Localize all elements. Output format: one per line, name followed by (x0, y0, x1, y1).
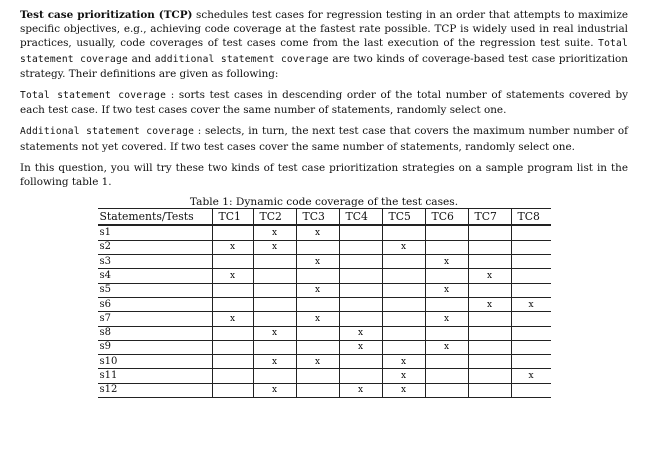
statement-cell: s11 (98, 369, 213, 383)
coverage-cell: x (425, 312, 468, 326)
coverage-cell: x (339, 340, 382, 354)
table-row (98, 297, 551, 311)
coverage-cell (468, 312, 511, 326)
coverage-cell: x (511, 369, 551, 383)
statement-cell: s2 (98, 240, 213, 254)
coverage-table (98, 208, 551, 398)
table-row (98, 355, 551, 369)
table-body (98, 225, 551, 397)
coverage-cell (468, 383, 511, 397)
coverage-cell (296, 240, 339, 254)
total-coverage-term: Total statement coverage (20, 38, 628, 65)
header-tc2: TC2 (253, 209, 296, 226)
coverage-cell (468, 340, 511, 354)
coverage-cell (425, 355, 468, 369)
table-row (98, 269, 551, 283)
coverage-cell (253, 369, 296, 383)
document-page (20, 8, 628, 398)
coverage-cell: x (382, 240, 425, 254)
coverage-cell: x (382, 383, 425, 397)
coverage-cell: x (339, 383, 382, 397)
coverage-cell: x (468, 269, 511, 283)
coverage-cell (296, 369, 339, 383)
coverage-cell (511, 255, 551, 269)
coverage-cell (511, 340, 551, 354)
coverage-cell (382, 283, 425, 297)
header-tc7: TC7 (468, 209, 511, 226)
additional-coverage-definition (20, 124, 628, 153)
coverage-cell (212, 225, 253, 240)
coverage-cell (511, 355, 551, 369)
table-row (98, 369, 551, 383)
header-tc5: TC5 (382, 209, 425, 226)
coverage-cell (339, 240, 382, 254)
header-tc4: TC4 (339, 209, 382, 226)
table-row (98, 283, 551, 297)
table-row (98, 326, 551, 340)
coverage-cell (253, 340, 296, 354)
coverage-cell (339, 297, 382, 311)
coverage-cell (212, 255, 253, 269)
coverage-cell: x (425, 283, 468, 297)
coverage-cell: x (339, 326, 382, 340)
coverage-cell (296, 340, 339, 354)
table-row (98, 255, 551, 269)
total-definition-text: : sorts test cases in descending order of the total number of statements covered by each test case. If two test cases cover the same number of statements, randomly select one. (20, 89, 628, 117)
coverage-cell: x (212, 240, 253, 254)
coverage-cell (339, 225, 382, 240)
table-row (98, 225, 551, 240)
coverage-cell (339, 255, 382, 269)
coverage-cell (468, 369, 511, 383)
coverage-cell: x (468, 297, 511, 311)
coverage-cell: x (296, 255, 339, 269)
coverage-cell (339, 355, 382, 369)
statement-cell: s9 (98, 340, 213, 354)
header-tc6: TC6 (425, 209, 468, 226)
coverage-cell (212, 297, 253, 311)
tcp-term: Test case prioritization (TCP) (20, 9, 193, 21)
coverage-cell (382, 297, 425, 311)
coverage-cell (339, 283, 382, 297)
table-row (98, 240, 551, 254)
coverage-cell: x (253, 355, 296, 369)
coverage-cell: x (212, 312, 253, 326)
coverage-cell (382, 269, 425, 283)
coverage-cell (468, 355, 511, 369)
coverage-cell (253, 283, 296, 297)
additional-coverage-term: additional statement coverage (154, 53, 329, 65)
table-header-row (98, 209, 551, 226)
total-coverage-definition (20, 88, 628, 117)
coverage-cell (382, 340, 425, 354)
statement-cell: s4 (98, 269, 213, 283)
statement-cell: s1 (98, 225, 213, 240)
intro-paragraph (20, 8, 628, 81)
table-caption: Table 1: Dynamic code coverage of the test cases. (189, 196, 459, 209)
table-row (98, 340, 551, 354)
coverage-cell: x (253, 240, 296, 254)
statement-cell: s7 (98, 312, 213, 326)
coverage-cell (382, 312, 425, 326)
coverage-cell (212, 383, 253, 397)
coverage-cell: x (296, 312, 339, 326)
coverage-cell (296, 326, 339, 340)
coverage-cell: x (511, 297, 551, 311)
coverage-cell (425, 269, 468, 283)
coverage-cell (511, 383, 551, 397)
coverage-cell (425, 369, 468, 383)
coverage-cell (339, 312, 382, 326)
table-row (98, 383, 551, 397)
coverage-cell (253, 255, 296, 269)
statement-cell: s6 (98, 297, 213, 311)
coverage-cell: x (296, 283, 339, 297)
statement-cell: s3 (98, 255, 213, 269)
additional-definition-term: Additional statement coverage (20, 126, 195, 138)
coverage-cell (511, 240, 551, 254)
total-definition-term: Total statement coverage (20, 90, 167, 102)
coverage-cell (468, 326, 511, 340)
table-row (98, 312, 551, 326)
statement-cell: s12 (98, 383, 213, 397)
header-tc1: TC1 (212, 209, 253, 226)
coverage-cell (296, 269, 339, 283)
coverage-cell (511, 269, 551, 283)
cut-off-next-line (20, 446, 628, 455)
coverage-cell: x (253, 383, 296, 397)
coverage-cell (382, 225, 425, 240)
statement-cell: s8 (98, 326, 213, 340)
coverage-cell (511, 326, 551, 340)
additional-definition-text: : selects, in turn, the next test case that covers the maximum number number of statements not yet covered. If two test cases cover the same number of statements, randomly select one. (20, 125, 628, 153)
coverage-cell: x (296, 355, 339, 369)
coverage-cell (296, 383, 339, 397)
coverage-cell: x (296, 225, 339, 240)
coverage-cell: x (212, 269, 253, 283)
coverage-cell (382, 255, 425, 269)
coverage-cell (425, 297, 468, 311)
coverage-cell (382, 326, 425, 340)
coverage-cell (212, 355, 253, 369)
coverage-cell (253, 312, 296, 326)
coverage-cell (212, 340, 253, 354)
coverage-cell (425, 383, 468, 397)
coverage-cell (468, 283, 511, 297)
coverage-cell (468, 255, 511, 269)
statement-cell: s10 (98, 355, 213, 369)
coverage-cell: x (425, 340, 468, 354)
coverage-cell (212, 283, 253, 297)
header-tc3: TC3 (296, 209, 339, 226)
coverage-cell (253, 269, 296, 283)
coverage-cell (212, 326, 253, 340)
coverage-cell: x (382, 369, 425, 383)
coverage-cell: x (253, 225, 296, 240)
coverage-cell (296, 297, 339, 311)
coverage-cell: x (253, 326, 296, 340)
coverage-cell: x (382, 355, 425, 369)
coverage-cell (212, 369, 253, 383)
coverage-cell (511, 312, 551, 326)
coverage-cell (425, 240, 468, 254)
statement-cell: s5 (98, 283, 213, 297)
coverage-cell (468, 225, 511, 240)
coverage-cell (339, 369, 382, 383)
intro-text-1: schedules test cases for regression testing in an order that attempts to maximize specific objectives, e.g., achieving code coverage at the fastest rate possible. TCP is widely used in real industrial practices, usually, code coverages of test cases come from the last execution of the regression test suite. (20, 9, 628, 50)
coverage-cell (339, 269, 382, 283)
coverage-cell (511, 283, 551, 297)
question-paragraph: In this question, you will try these two kinds of test case prioritization strategies on a sample program list in the following table 1. (20, 161, 628, 189)
header-statements: Statements/Tests (98, 209, 213, 226)
coverage-cell (511, 225, 551, 240)
coverage-cell (253, 297, 296, 311)
coverage-cell (425, 225, 468, 240)
intro-text-2: and (127, 52, 155, 65)
intro-text-3: are two kinds of coverage-based test case prioritization strategy. Their definitions are given as following: (20, 52, 628, 80)
coverage-cell (425, 326, 468, 340)
coverage-cell (468, 240, 511, 254)
coverage-cell: x (425, 255, 468, 269)
header-tc8: TC8 (511, 209, 551, 226)
